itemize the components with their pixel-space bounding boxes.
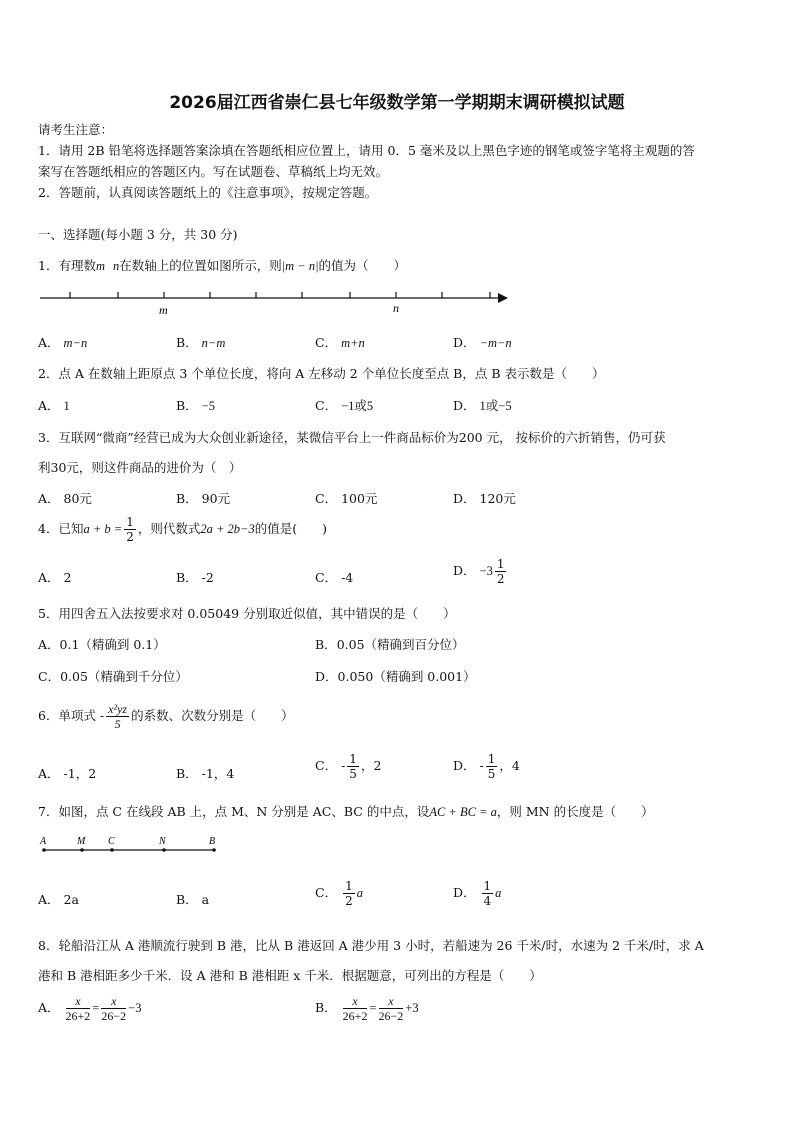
- q7-option-d[interactable]: D． $\frac{1}{4}$ a: [453, 879, 502, 908]
- q4-option-b[interactable]: B． -2: [176, 570, 214, 585]
- q1-option-a[interactable]: A． m−n: [38, 335, 88, 350]
- question-3-line-1: 3．互联网“微商”经营已成为大众创业新途径，某微信平台上一件商品标价为200 元， 按标价的六折销售，仍可获: [38, 430, 666, 445]
- q2-option-c[interactable]: C． −1或5: [315, 398, 374, 413]
- section-heading: 一、选择题(每小题 3 分，共 30 分): [38, 227, 238, 242]
- number-line-ticks: [70, 292, 490, 298]
- q4-expr-2: 2a + 2b−3: [200, 522, 255, 536]
- q5-option-a[interactable]: A．0.1（精确到 0.1）: [38, 637, 166, 652]
- q1-prefix: 1．有理数: [38, 258, 96, 273]
- q6-option-d[interactable]: D． - $\frac{1}{5}$ ，4: [453, 752, 520, 781]
- question-3-line-2: 利30元，则这件商品的进价为（ ）: [38, 460, 242, 475]
- question-8-line-2: 港和 B 港相距多少千米．设 A 港和 B 港相距 x 千米．根据题意，可列出的方程是（ ）: [38, 968, 542, 983]
- q1-suffix: 的值为（ ）: [318, 258, 407, 273]
- q3-option-d[interactable]: D． 120元: [453, 491, 516, 506]
- q6-option-a[interactable]: A． -1，2: [38, 766, 97, 781]
- notice-item-2: 2．答题前，认真阅读答题纸上的《注意事项》，按规定答题。: [38, 185, 378, 200]
- segment-label-c: C: [108, 836, 115, 847]
- page-title: 2026届江西省崇仁县七年级数学第一学期期末调研模拟试题: [169, 93, 625, 113]
- q4-option-a[interactable]: A． 2: [38, 570, 72, 585]
- number-line-label-n: n: [393, 301, 399, 315]
- question-5-stem: 5．用四舍五入法按要求对 0.05049 分别取近似值，其中错误的是（ ）: [38, 606, 456, 621]
- q5-option-d[interactable]: D．0.050（精确到 0.001）: [315, 669, 476, 684]
- notice-item-1-line-2: 案写在答题纸相应的答题区内。写在试题卷、草稿纸上均无效。: [38, 164, 389, 179]
- q3-option-a[interactable]: A． 80元: [38, 491, 92, 506]
- question-4-stem: 4．已知a + b = $\frac{1}{2}$ ，则代数式2a + 2b−3的值是( ): [38, 515, 327, 544]
- q1-option-d[interactable]: D． −m−n: [453, 335, 512, 350]
- q4-expr-1: a + b =: [83, 522, 123, 536]
- q7-option-a[interactable]: A． 2a: [38, 892, 79, 907]
- q1-option-c[interactable]: C． m+n: [315, 335, 365, 350]
- notice-item-1-line-1: 1．请用 2B 铅笔将选择题答案涂填在答题纸相应位置上，请用 0．5 毫米及以上黑色字迹的钢笔或签字笔将主观题的答: [38, 143, 695, 158]
- q3-option-b[interactable]: B． 90元: [176, 491, 231, 506]
- q7-option-c[interactable]: C． $\frac{1}{2}$ a: [315, 879, 363, 908]
- q4-fraction: $\frac{1}{2}$: [126, 515, 134, 544]
- q2-option-a[interactable]: A． 1: [38, 398, 70, 413]
- notice-heading: 请考生注意：: [38, 122, 114, 137]
- q1-abs-expr: |m − n|: [281, 259, 319, 273]
- question-6-stem: 6．单项式 - $\frac{\text{x²yz}}{5}$ 的系数、次数分别是（ ）: [38, 702, 294, 731]
- segment-label-n: N: [159, 836, 166, 847]
- question-2-stem: 2．点 A 在数轴上距原点 3 个单位长度，将向 A 左移动 2 个单位长度至点 B，点 B 表示数是（ ）: [38, 366, 605, 381]
- q6-option-c[interactable]: C． - $\frac{1}{5}$ ，2: [315, 752, 382, 781]
- q3-option-c[interactable]: C． 100元: [315, 491, 378, 506]
- number-line-arrow: [498, 293, 508, 303]
- q4-option-d[interactable]: D． −3 $\frac{1}{2}$: [453, 557, 505, 586]
- q5-option-c[interactable]: C．0.05（精确到千分位）: [38, 669, 188, 684]
- q6-fraction: $\frac{\text{x²yz}}{5}$: [108, 702, 128, 731]
- q1-middle: 在数轴上的位置如图所示，则: [119, 258, 282, 273]
- question-7-stem: 7．如图，点 C 在线段 AB 上，点 M、N 分别是 AC、BC 的中点，设AC + BC = a，则 MN 的长度是（ ）: [38, 804, 654, 819]
- segment-label-a: A: [40, 836, 47, 847]
- q8-option-a[interactable]: A． $\frac{x}{26+2}$ = $\frac{x}{26-2}$ −3: [38, 994, 142, 1023]
- q7-expr: AC + BC = a: [429, 805, 497, 819]
- question-1-stem: [38, 256, 406, 274]
- segment-figure: [38, 832, 228, 856]
- q1-var-n: n: [112, 259, 120, 273]
- q2-option-d[interactable]: D． 1或−5: [453, 398, 512, 413]
- q1-option-b[interactable]: B． n−m: [176, 335, 226, 350]
- q6-option-b[interactable]: B． -1，4: [176, 766, 235, 781]
- question-8-line-1: 8．轮船沿江从 A 港顺流行驶到 B 港，比从 B 港返回 A 港少用 3 小时，若船速为 26 千米/时，水速为 2 千米/时，求 A: [38, 938, 704, 953]
- q2-option-b[interactable]: B． −5: [176, 398, 215, 413]
- number-line-figure: [38, 284, 518, 318]
- q1-var-m: m: [95, 259, 105, 273]
- q4-option-c[interactable]: C． -4: [315, 570, 354, 585]
- q8-option-b[interactable]: B． $\frac{x}{26+2}$ = $\frac{x}{26-2}$ +3: [315, 994, 419, 1023]
- q5-option-b[interactable]: B．0.05（精确到百分位）: [315, 637, 465, 652]
- segment-label-m: M: [77, 836, 86, 847]
- segment-label-b: B: [209, 836, 216, 847]
- q7-option-b[interactable]: B． a: [176, 892, 210, 907]
- number-line-label-m: m: [159, 303, 168, 317]
